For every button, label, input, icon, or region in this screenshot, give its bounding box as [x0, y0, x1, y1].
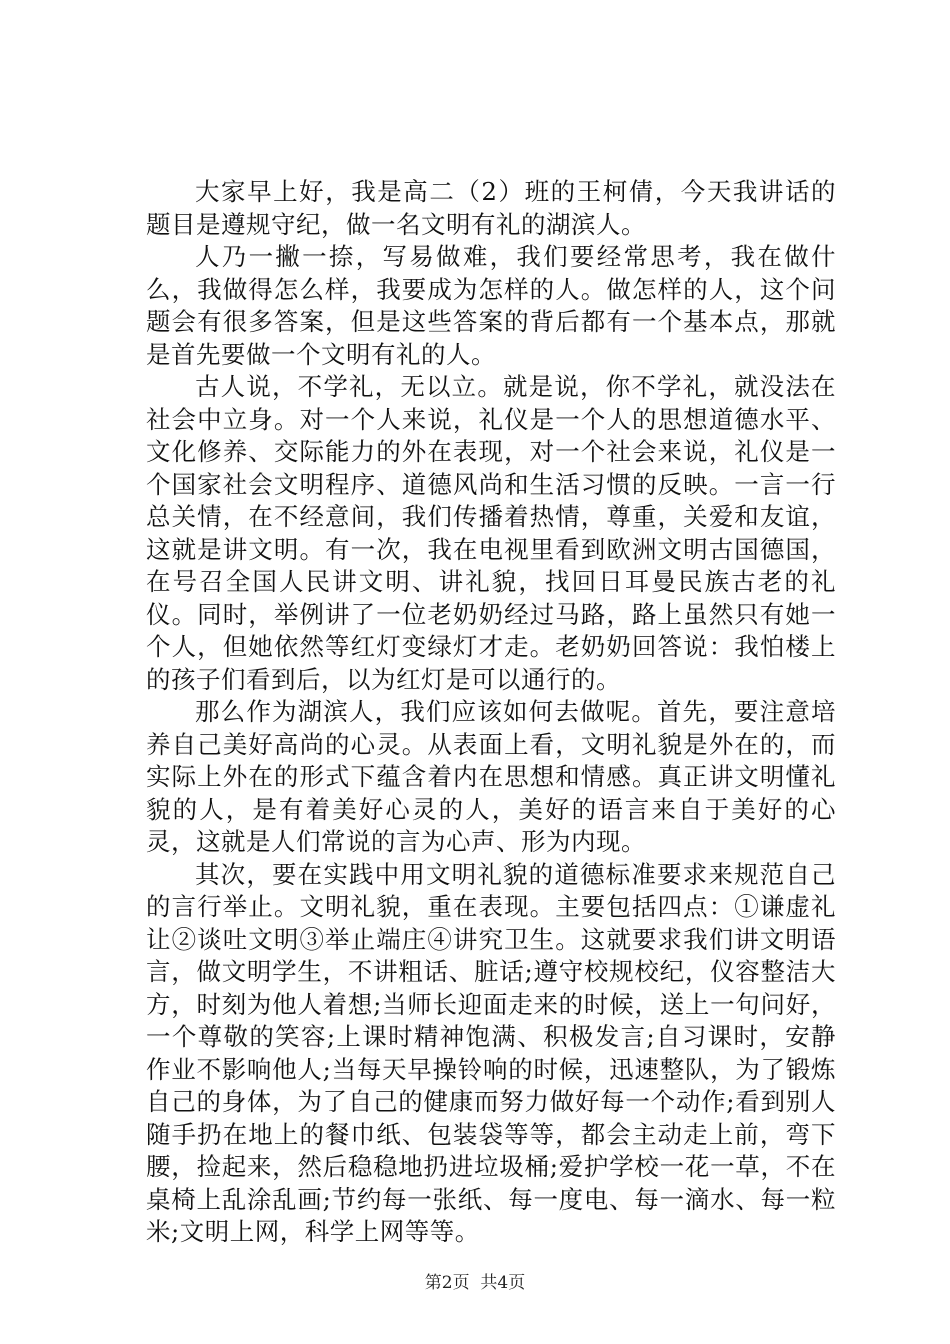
speech-body	[146, 176, 836, 1249]
page-number-label: 第2页 共4页	[424, 1273, 526, 1293]
paragraph-first-heart: 那么作为湖滨人，我们应该如何去做呢。首先，要注意培养自己美好高尚的心灵。从表面上看，文明礼貌是外在的，而实际上外在的形式下蕴含着内在思想和情感。真正讲文明懂礼貌的人，是有着美好心灵的人，美好的语言来自于美好的心灵，这就是人们常说的言为心声、形为内现。	[146, 697, 836, 856]
paragraph-second-practice: 其次，要在实践中用文明礼貌的道德标准要求来规范自己的言行举止。文明礼貌，重在表现。主要包括四点：①谦虚礼让②谈吐文明③举止端庄④讲究卫生。这就要求我们讲文明语言，做文明学生，不讲粗话、脏话;遵守校规校纪，仪容整洁大方，时刻为他人着想;当师长迎面走来的时候，送上一句问好，一个尊敬的笑容;上课时精神饱满、积极发言;自习课时，安静作业不影响他人;当每天早操铃响的时候，迅速整队，为了锻炼自己的身体，为了自己的健康而努力做好每一个动作;看到别人随手扔在地上的餐巾纸、包装袋等等，都会主动走上前，弯下腰，捡起来，然后稳稳地扔进垃圾桶;爱护学校一花一草，不在桌椅上乱涂乱画;节约每一张纸、每一度电、每一滴水、每一粒米;文明上网，科学上网等等。	[146, 859, 836, 1246]
paragraph-ancient-saying: 古人说，不学礼，无以立。就是说，你不学礼，就没法在社会中立身。对一个人来说，礼仪是一个人的思想道德水平、文化修养、交际能力的外在表现，对一个社会来说，礼仪是一个国家社会文明程序、道德风尚和生活习惯的反映。一言一行总关情，在不经意间，我们传播着热情，尊重，关爱和友谊，这就是讲文明。有一次，我在电视里看到欧洲文明古国德国，在号召全国人民讲文明、讲礼貌，找回日耳曼民族古老的礼仪。同时，举例讲了一位老奶奶经过马路，路上虽然只有她一个人，但她依然等红灯变绿灯才走。老奶奶回答说：我怕楼上的孩子们看到后，以为红灯是可以通行的。	[146, 372, 836, 694]
paragraph-what-person: 人乃一撇一捺，写易做难，我们要经常思考，我在做什么，我做得怎么样，我要成为怎样的人。做怎样的人，这个问题会有很多答案，但是这些答案的背后都有一个基本点，那就是首先要做一个文明有礼的人。	[146, 242, 836, 369]
page-footer	[0, 1272, 950, 1294]
paragraph-greeting: 大家早上好，我是高二（2）班的王柯倩，今天我讲话的题目是遵规守纪，做一名文明有礼的湖滨人。	[146, 177, 836, 239]
